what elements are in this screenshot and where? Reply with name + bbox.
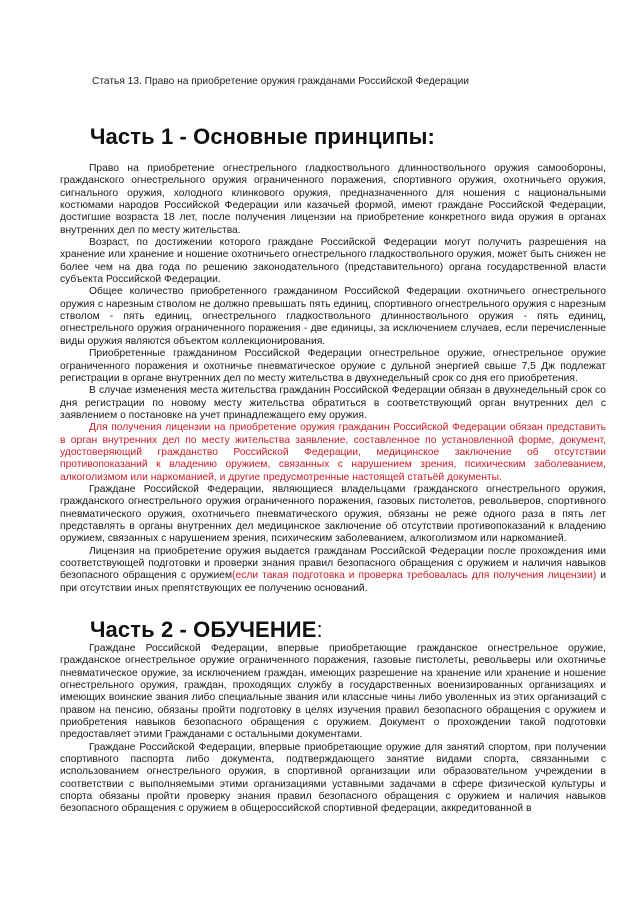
article-title: Статья 13. Право на приобретение оружия гражданами Российской Федерации bbox=[92, 76, 469, 87]
paragraph: Граждане Российской Федерации, впервые приобретающие гражданское огнестрельное оружие, гражданское огнестрельное оружие ограниченного поражения, газовые пистолеты, револьверы или охотничье пневматическое оружие, за исключением граждан, имеющих разрешение на хранение или хранение и ношение огнестрельного оружия, граждан, проходящих службу в государственных военизированных организациях и имеющих воинские звания либо специальные звания или классные чины либо уволенных из этих организаций с правом на пенсию, обязаны пройти подготовку в целях изучения правил безопасного обращения с оружием и приобретения навыков безопасного обращения с оружием. Документ о прохождении такой подготовки предоставляет этими Гражданами с остальными документами. bbox=[60, 643, 606, 741]
paragraph: Граждане Российской Федерации, являющиеся владельцами гражданского огнестрельного оружия, гражданского огнестрельного оружия ограниченного поражения, газовых пистолетов, револьверов, спортивного пневматического оружия, охотничьего пневматического оружия, обязаны не реже одного раза в пять лет представлять в органы внутренних дел медицинское заключение об отсутствии противопоказаний к владению оружием, связанных с нарушением зрения, психическим заболеванием, алкоголизмом или наркоманией. bbox=[60, 483, 606, 545]
paragraph: В случае изменения места жительства гражданин Российской Федерации обязан в двухнедельный срок со дня регистрации по новому месту жительства обратиться в соответствующий орган внутренних дел с заявлением о постановке на учет принадлежащего ему оружия. bbox=[60, 385, 606, 421]
paragraph: Общее количество приобретенного гражданином Российской Федерации охотничьего огнестрельного оружия с нарезным стволом не должно превышать пять единиц, спортивного огнестрельного оружия с нарезным стволом - пять единиц, огнестрельного гладкоствольного длинноствольного оружия - пять единиц, огнестрельного оружия ограниченного поражения - две единицы, за исключением случаев, если перечисленные виды оружия являются объектом коллекционирования. bbox=[60, 286, 606, 347]
part2-heading bbox=[90, 617, 323, 643]
paragraph-text: и при отсутствии иных препятствующих ее получению оснований. bbox=[60, 570, 606, 594]
paragraph: Приобретенные гражданином Российской Федерации огнестрельное оружие, огнестрельное оружие ограниченного поражения и охотничье пневматическое оружие с дульной энергией свыше 7,5 Дж подлежат регистрации в органе внутренних дел по месту жительства в двухнедельный срок со дня его приобретения. bbox=[60, 348, 606, 384]
paragraph bbox=[60, 546, 606, 595]
paragraph: Право на приобретение огнестрельного гладкоствольного длинноствольного оружия самообороны, гражданского огнестрельного оружия ограниченного поражения, спортивного оружия, охотничьего оружия, сигнального оружия, холодного клинкового оружия, предназначенного для ношения с национальными костюмами народов Российской Федерации или казачьей формой, имеют граждане Российской Федерации, достигшие возраста 18 лет, после получения лицензии на приобретение конкретного вида оружия в органах внутренних дел по месту жительства. bbox=[60, 163, 606, 236]
paragraph-text: Лицензия на приобретение оружия выдается гражданам Российской Федерации после прохождения ими соответствующей подготовки и проверки знания правил безопасного обращения с оружием и наличия навыков безопасного обращения с оружием bbox=[60, 545, 606, 582]
highlighted-paragraph: Для получения лицензии на приобретение оружия гражданин Российской Федерации обязан представить в орган внутренних дел по месту жительства заявление, составленное по установленной форме, документ, удостоверяющий гражданство Российской Федерации, медицинское заключение об отсутствии противопоказаний к владению оружием, связанных с нарушением зрения, психическим заболеванием, алкоголизмом или наркоманией, и другие предусмотренные настоящей статьёй документы. bbox=[60, 422, 606, 483]
part2-heading-colon: : bbox=[316, 617, 323, 642]
highlighted-text: (если такая подготовка и проверка требовалась для получения лицензии) bbox=[232, 570, 597, 582]
paragraph: Граждане Российской Федерации, впервые приобретающие оружие для занятий спортом, при получении спортивного паспорта либо документа, подтверждающего занятие видами спорта, связанными с использованием огнестрельного оружия, в спортивной организации или образовательном учреждении в соответствии с выполняемыми этими организациями уставными задачами в сфере физической культуры и спорта обязаны пройти проверку знания правил безопасного обращения с оружием и наличия навыков безопасного обращения с оружием в общероссийской спортивной федерации, аккредитованной в bbox=[60, 741, 606, 815]
paragraph: Возраст, по достижении которого граждане Российской Федерации могут получить разрешения на хранение или хранение и ношение охотничьего огнестрельного гладкоствольного оружия, может быть снижен не более чем на два года по решению законодательного (представительного) органа государственной власти субъекта Российской Федерации. bbox=[60, 237, 606, 286]
part2-heading-text: Часть 2 - ОБУЧЕНИЕ bbox=[90, 617, 317, 642]
part1-body bbox=[60, 163, 606, 595]
part2-body bbox=[60, 643, 606, 816]
part1-heading: Часть 1 - Основные принципы: bbox=[90, 124, 435, 149]
